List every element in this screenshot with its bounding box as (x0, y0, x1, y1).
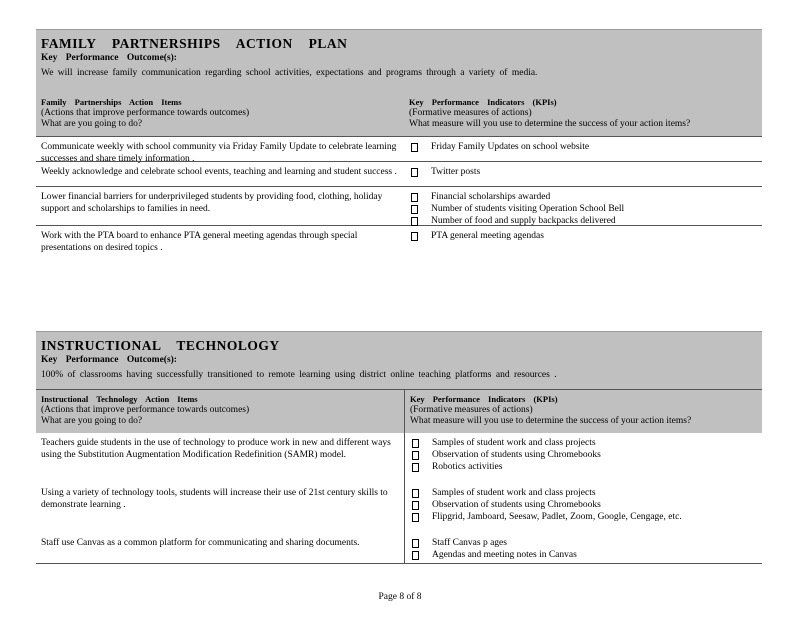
kpi-label: Key Performance Indicators (KPIs) (409, 97, 557, 107)
action-items-subtitle: (Actions that improve performance towards outcomes) (41, 405, 250, 415)
plan-table-body (36, 433, 762, 564)
table-row (36, 483, 762, 533)
checkbox-bullet-icon (412, 501, 419, 510)
kpi-subtitle: (Formative measures of actions) (409, 405, 533, 415)
action-item: Teachers guide students in the use of technology to produce work in new and different ways using the Substitution Augmentation Modification Redefinition (SAMR) model. (36, 433, 405, 483)
kpi-item: Agendas and meeting notes in Canvas (410, 549, 762, 561)
action-item: Communicate weekly with school community via Friday Family Update to celebrate learning successes and share timely information . (41, 142, 397, 164)
checkbox-bullet-icon (412, 439, 419, 448)
kpi-item: Number of students visiting Operation School Bell (409, 203, 762, 215)
checkbox-bullet-icon (412, 551, 419, 560)
table-row (36, 137, 762, 162)
kpi-item: Samples of student work and class projects (410, 487, 762, 499)
action-items-question: What are you going to do? (41, 416, 143, 426)
kpi-list (409, 162, 762, 186)
checkbox-bullet-icon (411, 217, 418, 226)
kpi-list (405, 483, 762, 533)
kpi-list (405, 533, 762, 563)
kpi-item: Samples of student work and class projects (410, 437, 762, 449)
action-items-header (36, 390, 405, 433)
action-item: Work with the PTA board to enhance PTA general meeting agendas through special presentations on desired topics . (41, 231, 358, 253)
action-items-header (36, 93, 409, 136)
plan-title: INSTRUCTIONAL TECHNOLOGY (41, 338, 280, 353)
kpi-question: What measure will you use to determine the success of your action items? (409, 416, 692, 426)
kpi-list (409, 226, 762, 252)
kpi-item: Staff Canvas p ages (410, 537, 762, 549)
checkbox-bullet-icon (412, 451, 419, 460)
kpo-label: Key Performance Outcome(s): (41, 355, 177, 365)
action-item: Staff use Canvas as a common platform for communicating and sharing documents. (36, 533, 405, 563)
kpi-header (409, 93, 762, 136)
action-items-subtitle: (Actions that improve performance towards outcomes) (41, 108, 250, 118)
kpi-item: Twitter posts (409, 166, 762, 178)
plan-title: FAMILY PARTNERSHIPS ACTION PLAN (41, 36, 348, 51)
kpi-list (409, 137, 762, 161)
outcome-goal: We will increase family communication regarding school activities, expectations and programs through a variety of media. (41, 68, 538, 78)
checkbox-bullet-icon (412, 463, 419, 472)
kpo-label: Key Performance Outcome(s): (41, 53, 177, 63)
kpi-question: What measure will you use to determine the success of your action items? (409, 119, 691, 129)
checkbox-bullet-icon (411, 232, 418, 241)
kpi-item: Observation of students using Chromebooks (410, 499, 762, 511)
plan-table-body (36, 136, 762, 252)
column-headers (36, 93, 762, 136)
kpi-header (405, 390, 762, 433)
kpi-subtitle: (Formative measures of actions) (409, 108, 532, 118)
table-row (36, 533, 762, 563)
kpi-item: Friday Family Updates on school website (409, 141, 762, 153)
action-item: Using a variety of technology tools, students will increase their use of 21st century skills to demonstrate learning . (36, 483, 405, 533)
checkbox-bullet-icon (412, 489, 419, 498)
column-headers (36, 389, 762, 433)
action-items-question: What are you going to do? (41, 119, 143, 129)
checkbox-bullet-icon (411, 205, 418, 214)
action-item: Lower financial barriers for underprivileged students by providing food, clothing, holiday support and scholarships to families in need. (41, 192, 383, 214)
kpi-list (409, 187, 762, 225)
checkbox-bullet-icon (412, 539, 419, 548)
instructional-technology-plan (36, 331, 762, 564)
plan-header (36, 331, 762, 433)
kpi-item: Flipgrid, Jamboard, Seesaw, Padlet, Zoom, Google, Cengage, etc. (410, 511, 762, 523)
checkbox-bullet-icon (412, 513, 419, 522)
table-row (36, 226, 762, 252)
action-items-label: Instructional Technology Action Items (41, 394, 198, 404)
table-row (36, 162, 762, 187)
plan-header (36, 29, 762, 136)
kpi-item: Financial scholarships awarded (409, 191, 762, 203)
kpi-item: PTA general meeting agendas (409, 230, 762, 242)
checkbox-bullet-icon (411, 193, 418, 202)
action-item: Weekly acknowledge and celebrate school events, teaching and learning and student success . (41, 167, 397, 177)
family-partnerships-plan (36, 29, 762, 252)
checkbox-bullet-icon (411, 143, 418, 152)
page-number: Page 8 of 8 (378, 592, 422, 602)
outcome-goal: 100% of classrooms having successfully transitioned to remote learning using district online teaching platforms and resources . (41, 370, 557, 380)
kpi-item: Robotics activities (410, 461, 762, 473)
kpi-item: Observation of students using Chromebooks (410, 449, 762, 461)
table-row (36, 187, 762, 226)
kpi-item: Number of food and supply backpacks delivered (409, 215, 762, 227)
table-row (36, 433, 762, 483)
action-items-label: Family Partnerships Action Items (41, 97, 182, 107)
checkbox-bullet-icon (411, 168, 418, 177)
kpi-label: Key Performance Indicators (KPIs) (409, 394, 558, 404)
kpi-list (405, 433, 762, 483)
